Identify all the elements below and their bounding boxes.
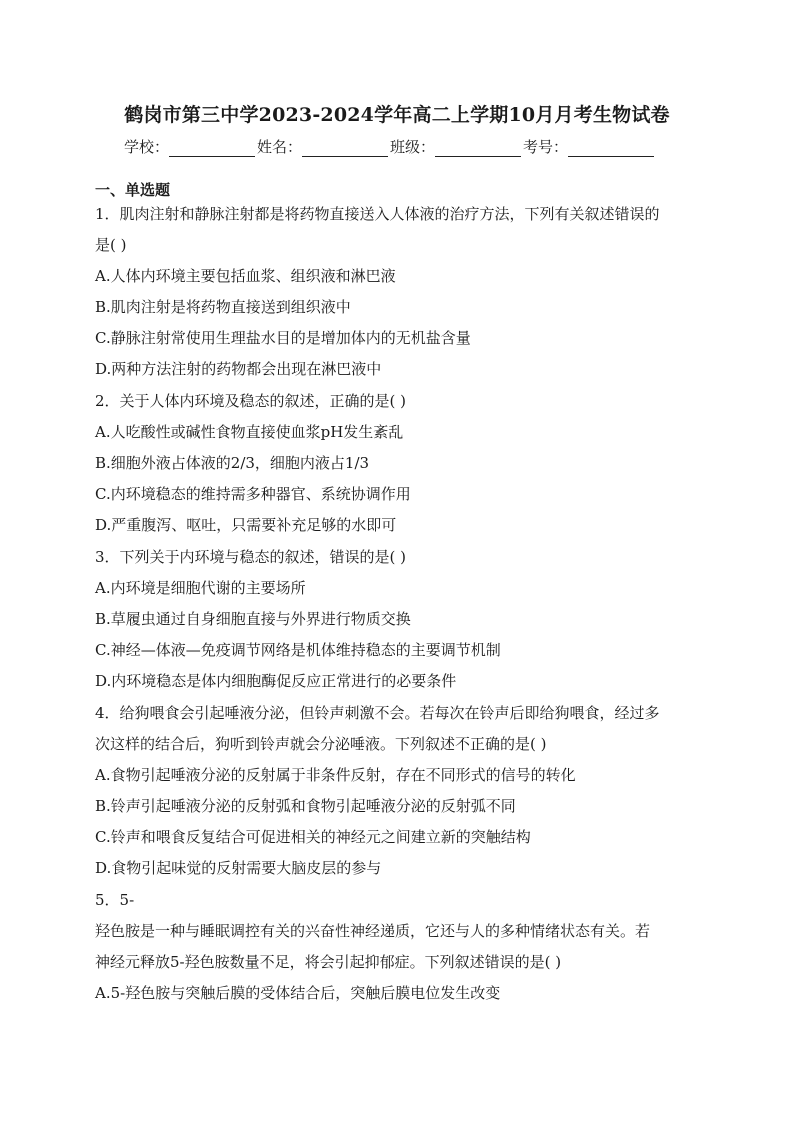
number-label: 考号： bbox=[523, 138, 569, 156]
number-blank[interactable] bbox=[568, 138, 654, 157]
question-3-option-d: D.内环境稳态是体内细胞酶促反应正常进行的必要条件 bbox=[95, 672, 457, 690]
name-blank[interactable] bbox=[302, 138, 388, 157]
question-1-stem: 是( ) bbox=[95, 236, 127, 254]
question-3-option-c: C.神经—体液—免疫调节网络是机体维持稳态的主要调节机制 bbox=[95, 641, 501, 659]
question-2-option-c: C.内环境稳态的维持需多种器官、系统协调作用 bbox=[95, 485, 411, 503]
question-1-option-a: A.人体内环境主要包括血浆、组织液和淋巴液 bbox=[95, 267, 396, 285]
section-heading: 一、单选题 bbox=[95, 181, 171, 199]
question-1-option-c: C.静脉注射常使用生理盐水目的是增加体内的无机盐含量 bbox=[95, 329, 471, 347]
question-4-option-d: D.食物引起味觉的反射需要大脑皮层的参与 bbox=[95, 859, 382, 877]
question-2-stem: 2．关于人体内环境及稳态的叙述，正确的是( ) bbox=[95, 392, 407, 410]
question-3-option-a: A.内环境是细胞代谢的主要场所 bbox=[95, 579, 306, 597]
question-5-stem: 羟色胺是一种与睡眠调控有关的兴奋性神经递质，它还与人的多种情绪状态有关。若 bbox=[95, 922, 651, 940]
question-2-option-d: D.严重腹泻、呕吐，只需要补充足够的水即可 bbox=[95, 516, 397, 534]
school-label: 学校： bbox=[124, 138, 170, 156]
name-label: 姓名： bbox=[257, 138, 303, 156]
question-4-option-a: A.食物引起唾液分泌的反射属于非条件反射，存在不同形式的信号的转化 bbox=[95, 766, 576, 784]
question-4-option-c: C.铃声和喂食反复结合可促进相关的神经元之间建立新的突触结构 bbox=[95, 828, 531, 846]
question-5-option-a: A.5-羟色胺与突触后膜的受体结合后，突触后膜电位发生改变 bbox=[95, 984, 501, 1002]
question-3-stem: 3．下列关于内环境与稳态的叙述，错误的是( ) bbox=[95, 548, 407, 566]
question-3-option-b: B.草履虫通过自身细胞直接与外界进行物质交换 bbox=[95, 610, 411, 628]
question-1-stem: 1．肌肉注射和静脉注射都是将药物直接送入人体液的治疗方法，下列有关叙述错误的 bbox=[95, 205, 660, 223]
question-5-stem: 神经元释放5-羟色胺数量不足，将会引起抑郁症。下列叙述错误的是( ) bbox=[95, 953, 562, 971]
class-blank[interactable] bbox=[435, 138, 521, 157]
question-1-option-d: D.两种方法注射的药物都会出现在淋巴液中 bbox=[95, 360, 382, 378]
page-title: 鹤岗市第三中学2023-2024学年高二上学期10月月考生物试卷 bbox=[124, 104, 670, 126]
question-1-option-b: B.肌肉注射是将药物直接送到组织液中 bbox=[95, 298, 351, 316]
question-5-stem: 5．5- bbox=[95, 891, 135, 909]
question-4-option-b: B.铃声引起唾液分泌的反射弧和食物引起唾液分泌的反射弧不同 bbox=[95, 797, 516, 815]
question-4-stem: 4．给狗喂食会引起唾液分泌，但铃声刺激不会。若每次在铃声后即给狗喂食，经过多 bbox=[95, 704, 660, 722]
class-label: 班级： bbox=[390, 138, 436, 156]
question-2-option-a: A.人吃酸性或碱性食物直接使血浆pH发生紊乱 bbox=[95, 423, 404, 441]
student-info-row bbox=[124, 134, 656, 160]
question-4-stem: 次这样的结合后，狗听到铃声就会分泌唾液。下列叙述不正确的是( ) bbox=[95, 735, 547, 753]
school-blank[interactable] bbox=[169, 138, 255, 157]
question-2-option-b: B.细胞外液占体液的2/3，细胞内液占1/3 bbox=[95, 454, 370, 472]
